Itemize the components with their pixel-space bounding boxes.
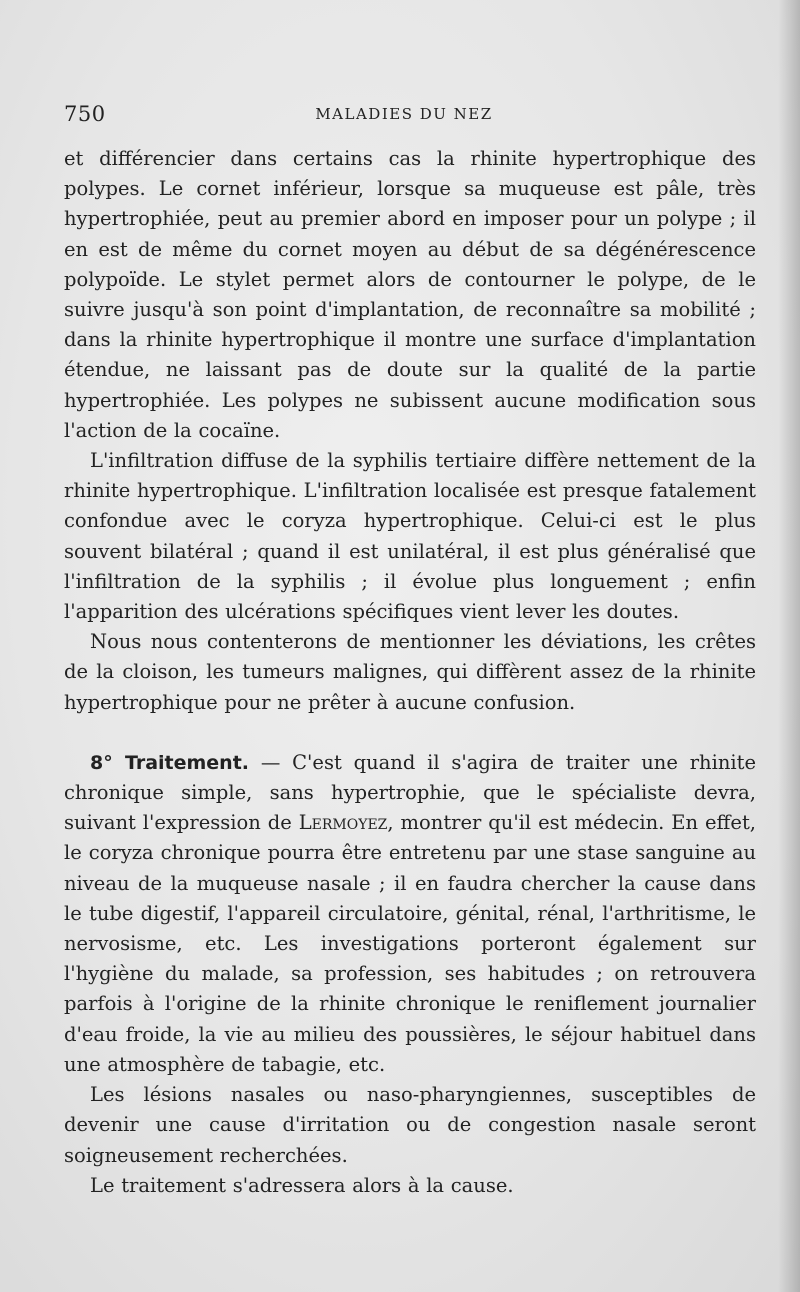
paragraph-deviations: Nous nous contenterons de mentionner les déviations, les crêtes de la cloison, les tumeurs malignes, qui diffèrent assez de la rhinite hypertrophique pour ne prêter à aucune confusion. [64, 630, 756, 714]
page-header [64, 102, 744, 130]
section-continuation-text: , montrer qu'il est médecin. En effet, le coryza chronique pourra être entretenu par une stase sanguine au niveau de la muqueuse nasale ; il en faudra chercher la cause dans le tube digestif, l'appareil circulatoire, génital, rénal, l'arthritisme, le nervosisme, etc. Les investigations porteront également sur l'hygiène du malade, sa profession, ses habitudes ; on retrouvera parfois à l'origine de la rhinite chronique le reniflement journalier d'eau froide, la vie au milieu des poussières, le séjour habituel dans une atmosphère de tabagie, etc. [64, 811, 756, 1076]
paragraph-polypes: et différencier dans certains cas la rhinite hypertrophique des polypes. Le cornet inférieur, lorsque sa muqueuse est pâle, très hypertrophiée, peut au premier abord en imposer pour un polype ; il en est de même du cornet moyen au début de sa dégénérescence polypoïde. Le stylet permet alors de contourner le polype, de le suivre jusqu'à son point d'implantation, de reconnaître sa mobilité ; dans la rhinite hypertrophique il montre une surface d'implantation étendue, ne laissant pas de doute sur la qualité de la partie hypertrophiée. Les polypes ne subissent aucune modification sous l'action de la cocaïne. [64, 147, 756, 442]
paragraph-cause: Le traitement s'adressera alors à la cause. [90, 1173, 514, 1197]
section-intro-text: — C'est quand il s'agira de traiter une rhinite chronique simple, sans hypertrophie, que le spécialiste devra, suivant l'expression de [64, 750, 756, 835]
running-head: MALADIES DU NEZ [315, 105, 493, 123]
body-text [64, 144, 756, 1201]
section-title: 8° Traitement. [90, 751, 250, 774]
page-number: 750 [64, 102, 106, 126]
paragraph-lesions: Les lésions nasales ou naso-pharyngiennes, susceptibles de devenir une cause d'irritation ou de congestion nasale seront soigneusement recherchées. [64, 1083, 756, 1167]
paragraph-syphilis: L'infiltration diffuse de la syphilis tertiaire diffère nettement de la rhinite hypertrophique. L'infiltration localisée est presque fatalement confondue avec le coryza hypertrophique. Celui-ci est le plus souvent bilatéral ; quand il est unilatéral, il est plus généralisé que l'infiltration de la syphilis ; il évolue plus longuement ; enfin l'apparition des ulcérations spécifiques vient lever les doutes. [64, 449, 756, 624]
author-name: Lermoyez [298, 811, 388, 835]
page-edge-shadow [778, 0, 800, 1292]
section-traitement [64, 748, 756, 1080]
